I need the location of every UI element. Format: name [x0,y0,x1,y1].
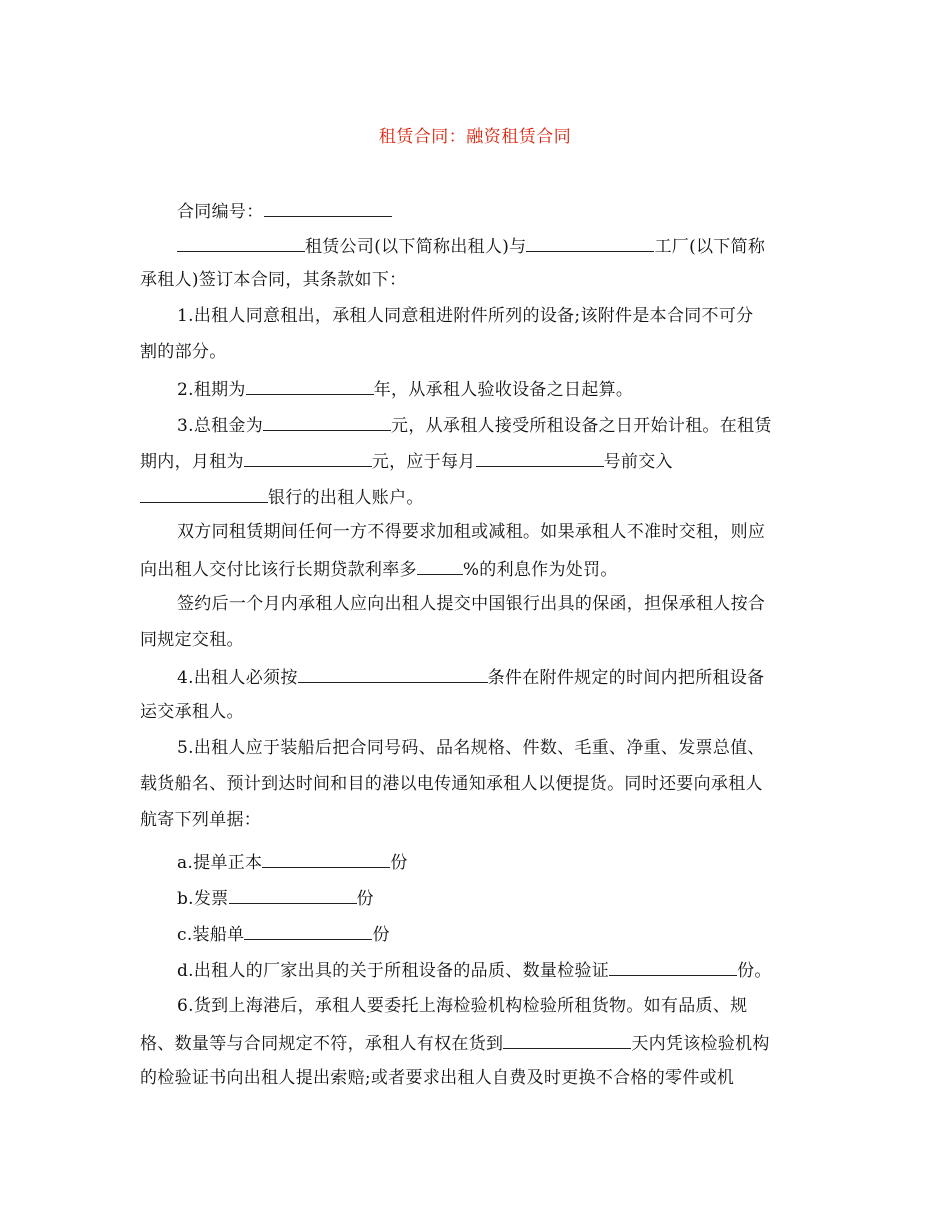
claim-days-blank [503,1030,631,1049]
guarantee-line-2: 同规定交租。 [140,630,244,650]
lessee-name-blank [526,233,654,252]
clause-2 [177,376,633,402]
penalty-line-2 [140,556,618,582]
clause-3-text-c: 期内，月租为 [140,452,244,472]
item-d-label: d.出租人的厂家出具的关于所租设备的品质、数量检验证 [177,961,610,981]
parties-text-a: 租赁公司(以下简称出租人)与 [305,237,527,257]
guarantee-line-1: 签约后一个月内承租人应向出租人提交中国银行出具的保函，担保承租人按合 [177,594,766,614]
lease-term-blank [246,376,374,395]
clause-4-text-a: 4.出租人必须按 [177,668,298,688]
clause-5-line-2: 载货船名、预计到达时间和目的港以电传通知承租人以便提货。同时还要向承租人 [140,774,763,794]
clause-3-text-a: 3.总租金为 [177,416,264,436]
parties-line-2: 承租人)签订本合同，其条款如下： [140,270,407,290]
clause-3-line-3 [140,484,424,510]
item-b-blank [229,885,357,904]
clause-6-line-3: 的检验证书向出租人提出索赔;或者要求出租人自费及时更换不合格的零件或机 [140,1068,735,1088]
document-item-a [177,849,408,875]
clause-5-line-1: 5.出租人应于装船后把合同号码、品名规格、件数、毛重、净重、发票总值、 [177,738,765,758]
clause-6-line-2 [140,1030,770,1056]
clause-4-line-1 [177,664,764,690]
penalty-text-b: %的利息作为处罚。 [462,560,618,580]
contract-number-blank [264,198,392,217]
parties-line [177,233,765,259]
clause-3-line-1 [177,412,772,438]
parties-text-b: 工厂(以下简称 [654,237,766,257]
delivery-terms-blank [298,664,488,683]
item-a-label: a.提单正本 [177,853,263,873]
monthly-rent-blank [244,448,372,467]
contract-number-line [177,198,392,224]
penalty-text-a: 向出租人交付比该行长期贷款利率多 [140,560,417,580]
bank-name-blank [140,484,268,503]
clause-3-line-2 [140,448,673,474]
item-c-label: c.装船单 [177,925,245,945]
contract-number-label: 合同编号： [177,202,264,222]
item-a-unit: 份 [390,853,408,873]
clause-2-text-a: 2.租期为 [177,380,246,400]
clause-6-text-b: 天内凭该检验机构 [631,1034,770,1054]
clause-1-line-2: 割的部分。 [140,342,227,362]
clause-4-text-b: 条件在附件规定的时间内把所租设备 [487,668,765,688]
item-c-blank [244,921,372,940]
item-d-blank [609,957,737,976]
document-item-c [177,921,390,947]
document-item-d [177,957,772,983]
clause-3-text-e: 号前交入 [603,452,673,472]
clause-4-line-2: 运交承租人。 [140,702,244,722]
item-d-unit: 份。 [737,961,772,981]
document-item-b [177,885,374,911]
interest-rate-blank [417,556,463,575]
item-a-blank [262,849,390,868]
clause-2-text-b: 年，从承租人验收设备之日起算。 [373,380,634,400]
payment-day-blank [476,448,604,467]
document-title: 租赁合同：融资租赁合同 [378,127,572,147]
lessor-name-blank [177,233,305,252]
item-b-label: b.发票 [177,889,229,909]
clause-3-text-f: 银行的出租人账户。 [268,488,424,508]
clause-1-line-1: 1.出租人同意租出，承租人同意租进附件所列的设备;该附件是本合同不可分 [177,306,754,326]
total-rent-blank [263,412,391,431]
clause-6-text-a: 格、数量等与合同规定不符，承租人有权在货到 [140,1034,504,1054]
item-c-unit: 份 [372,925,390,945]
clause-3-text-b: 元，从承租人接受所租设备之日开始计租。在租赁 [391,416,772,436]
penalty-line-1: 双方同租赁期间任何一方不得要求加租或减租。如果承租人不准时交租，则应 [177,522,766,542]
item-b-unit: 份 [356,889,374,909]
clause-3-text-d: 元，应于每月 [371,452,476,472]
clause-6-line-1: 6.货到上海港后，承租人要委托上海检验机构检验所租货物。如有品质、规 [177,996,748,1016]
clause-5-line-3: 航寄下列单据： [140,810,262,830]
